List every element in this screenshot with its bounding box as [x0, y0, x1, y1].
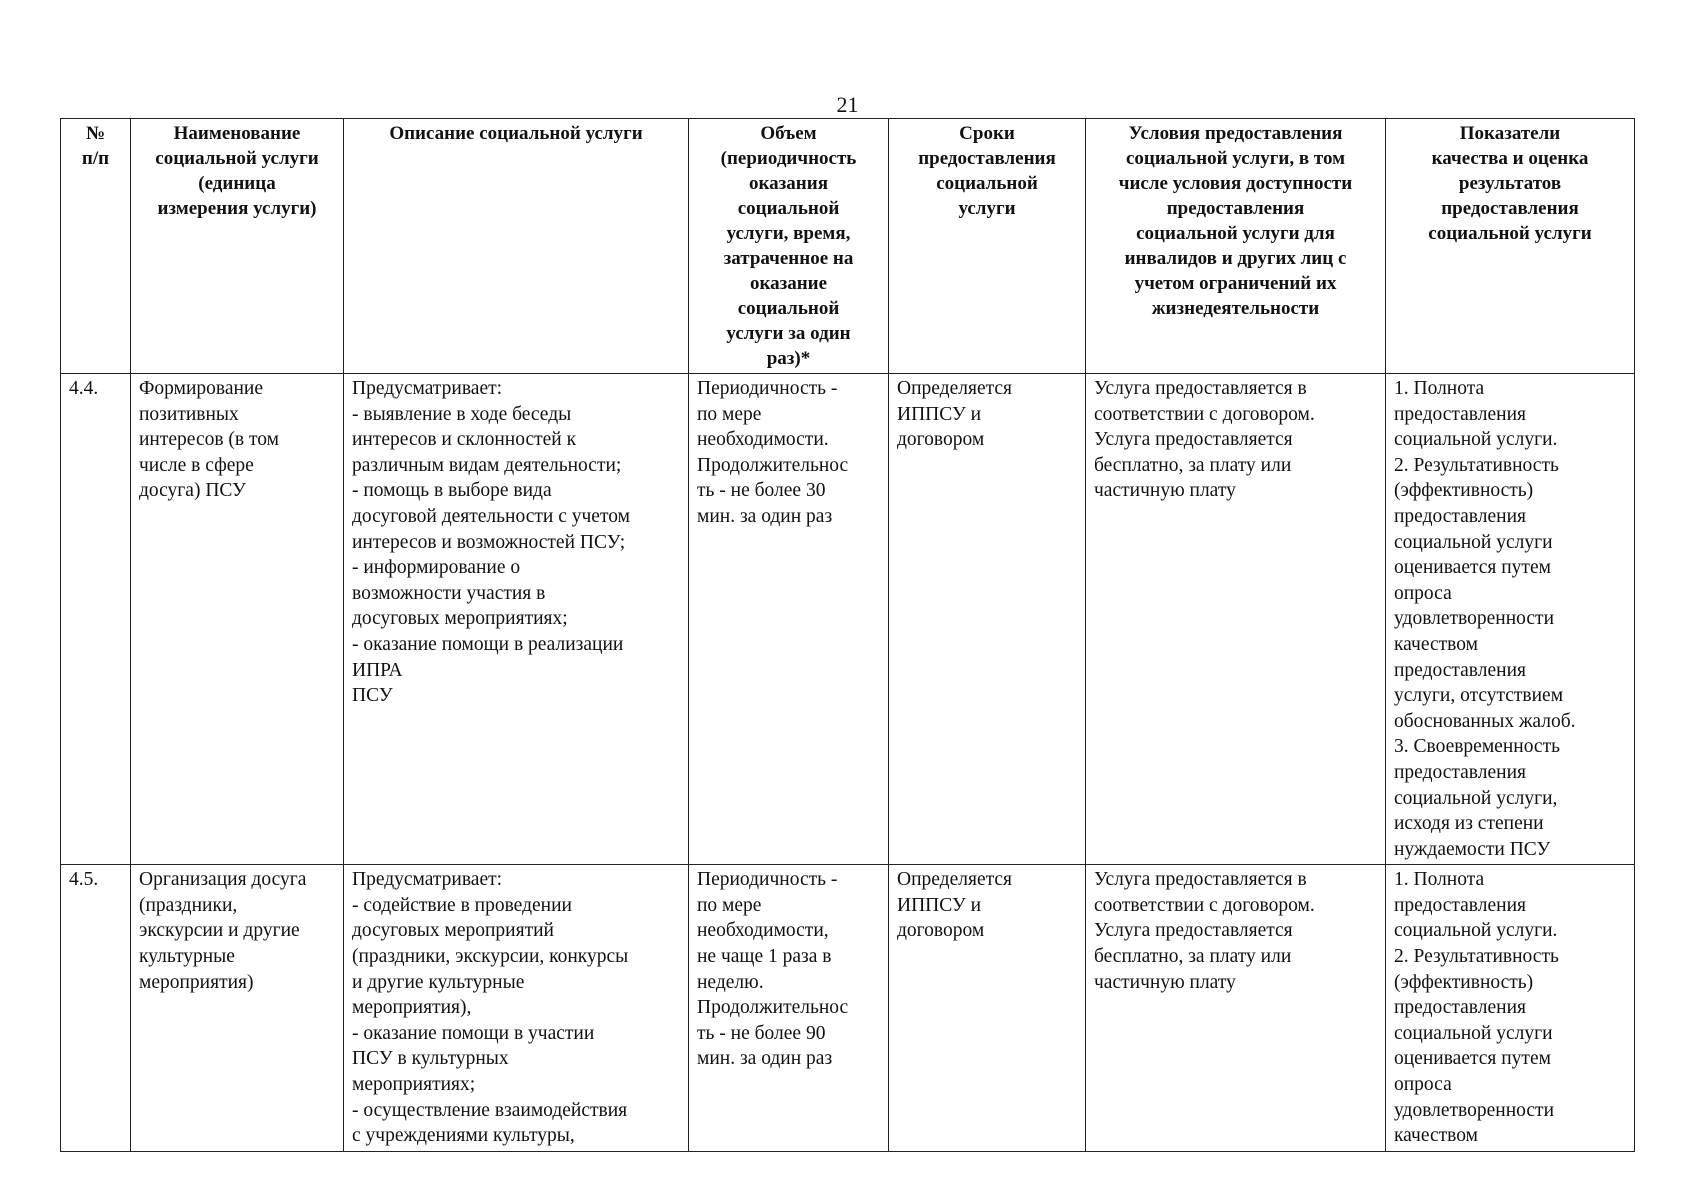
cell-line: затраченное на: [723, 248, 854, 269]
cell-line: различным видам деятельности;: [352, 454, 622, 476]
cell-line: мероприятия): [139, 971, 254, 993]
cell-line: неделю.: [697, 971, 764, 993]
cell-line: числе условия доступности: [1118, 173, 1353, 194]
table-row: [61, 865, 1635, 1152]
cell-line: частичную плату: [1094, 971, 1236, 993]
cell-line: - помощь в выборе вида: [352, 480, 552, 502]
cell-line: качеством: [1394, 1125, 1478, 1147]
cell-line: ть - не более 30: [697, 480, 826, 502]
cell-line: (праздники,: [139, 894, 238, 916]
conditions-cell: [1086, 865, 1386, 1152]
cell-line: предоставления: [1441, 198, 1579, 219]
cell-line: (праздники, экскурсии, конкурсы: [352, 946, 629, 968]
cell-line: культурные: [139, 946, 235, 968]
indicators-cell: [1386, 865, 1635, 1152]
page-number: 21: [836, 92, 859, 117]
cell-line: мероприятия),: [352, 997, 472, 1019]
cell-line: Описание социальной услуги: [389, 123, 643, 144]
cell-line: интересов и склонностей к: [352, 429, 577, 451]
cell-line: и другие культурные: [352, 971, 525, 993]
cell-line: ИППСУ и: [897, 894, 982, 916]
cell-line: числе в сфере: [139, 454, 254, 476]
cell-line: Определяется: [897, 869, 1012, 891]
cell-line: договором: [897, 920, 985, 942]
cell-line: (эффективность): [1394, 971, 1534, 993]
cell-line: опроса: [1394, 582, 1452, 604]
cell-line: мероприятиях;: [352, 1074, 476, 1096]
cell-line: - оказание помощи в реализации: [352, 633, 624, 655]
cell-line: услуги за один: [726, 323, 851, 344]
cell-line: предоставления: [918, 148, 1056, 169]
cell-line: Предусматривает:: [352, 869, 503, 891]
cell-line: интересов (в том: [139, 429, 279, 451]
cell-line: (эффективность): [1394, 480, 1534, 502]
cell-line: Сроки: [959, 123, 1015, 144]
description-cell: [344, 865, 689, 1152]
terms-cell: [889, 865, 1086, 1152]
cell-line: удовлетворенности: [1394, 1099, 1554, 1121]
cell-line: соответствии с договором.: [1094, 894, 1315, 916]
cell-line: удовлетворенности: [1394, 608, 1554, 630]
cell-line: обоснованных жалоб.: [1394, 710, 1576, 732]
conditions-cell: [1086, 374, 1386, 865]
cell-line: оценивается путем: [1394, 1048, 1551, 1070]
cell-line: соответствии с договором.: [1094, 403, 1315, 425]
cell-line: досуга) ПСУ: [139, 480, 246, 502]
header-indicators: [1386, 119, 1635, 374]
cell-line: Организация досуга: [139, 869, 307, 891]
cell-line: Периодичность -: [697, 869, 838, 891]
cell-line: социальной услуги: [1394, 1022, 1553, 1044]
cell-line: нуждаемости ПСУ: [1394, 838, 1551, 860]
cell-line: 2. Результативность: [1394, 946, 1559, 968]
cell-line: Услуга предоставляется: [1094, 920, 1293, 942]
cell-line: по мере: [697, 894, 762, 916]
cell-line: Определяется: [897, 378, 1012, 399]
cell-line: социальной услуги,: [1394, 787, 1558, 809]
cell-line: интересов и возможностей ПСУ;: [352, 531, 626, 553]
row-number: 4.5.: [61, 865, 131, 1152]
cell-line: ПСУ в культурных: [352, 1048, 509, 1070]
cell-line: (единица: [198, 173, 276, 194]
cell-line: Формирование: [139, 378, 264, 399]
cell-line: досуговых мероприятий: [352, 920, 554, 942]
cell-line: Объем: [760, 123, 817, 144]
cell-line: 2. Результативность: [1394, 454, 1559, 476]
cell-line: предоставления: [1394, 997, 1526, 1019]
social-services-table: [60, 118, 1635, 1152]
cell-line: по мере: [697, 403, 762, 425]
cell-line: не чаще 1 раза в: [697, 946, 832, 968]
cell-line: бесплатно, за плату или: [1094, 454, 1292, 476]
cell-line: - оказание помощи в участии: [352, 1022, 595, 1044]
cell-line: возможности участия в: [352, 582, 546, 604]
cell-line: исходя из степени: [1394, 813, 1544, 835]
service-name-cell: [131, 865, 344, 1152]
cell-line: предоставления: [1394, 403, 1526, 425]
cell-line: ИППСУ и: [897, 403, 982, 425]
cell-line: 1. Полнота: [1394, 378, 1485, 399]
volume-cell: [689, 374, 889, 865]
cell-line: ть - не более 90: [697, 1022, 826, 1044]
cell-line: экскурсии и другие: [139, 920, 300, 942]
cell-line: результатов: [1458, 173, 1562, 194]
cell-line: качеством: [1394, 633, 1478, 655]
cell-line: социальной: [936, 173, 1038, 194]
cell-line: учетом ограничений их: [1134, 273, 1337, 294]
cell-line: предоставления: [1394, 659, 1526, 681]
cell-line: раз)*: [766, 348, 811, 369]
description-cell: [344, 374, 689, 865]
cell-line: социальной услуги.: [1394, 920, 1558, 942]
cell-line: Продолжительнос: [697, 997, 849, 1019]
cell-line: - выявление в ходе беседы: [352, 403, 572, 425]
cell-line: социальной услуги, в том: [1125, 148, 1346, 169]
cell-line: необходимости,: [697, 920, 829, 942]
cell-line: услуги, время,: [726, 223, 851, 244]
indicators-cell: [1386, 374, 1635, 865]
cell-line: оказания: [749, 173, 828, 194]
row-number: 4.4.: [61, 374, 131, 865]
header-description: [344, 119, 689, 374]
cell-line: опроса: [1394, 1074, 1452, 1096]
cell-line: договором: [897, 429, 985, 451]
cell-line: качества и оценка: [1431, 148, 1589, 169]
cell-line: услуги: [958, 198, 1016, 219]
cell-line: Услуга предоставляется в: [1094, 378, 1307, 399]
cell-line: Услуга предоставляется в: [1094, 869, 1307, 891]
cell-line: социальной: [737, 198, 840, 219]
cell-line: с учреждениями культуры,: [352, 1125, 575, 1147]
table-header-row: [61, 119, 1635, 374]
cell-line: предоставления: [1394, 761, 1526, 783]
cell-line: ПСУ: [352, 685, 393, 707]
cell-line: социальной услуги: [1394, 531, 1553, 553]
header-conditions: [1086, 119, 1386, 374]
cell-line: услуги, отсутствием: [1394, 685, 1564, 707]
cell-line: - осуществление взаимодействия: [352, 1099, 628, 1121]
cell-line: досуговой деятельности с учетом: [352, 505, 630, 527]
cell-line: Наименование: [173, 123, 301, 144]
cell-line: социальной: [737, 298, 840, 319]
cell-line: Продолжительнос: [697, 454, 849, 476]
volume-cell: [689, 865, 889, 1152]
cell-line: ИПРА: [352, 659, 403, 681]
cell-line: бесплатно, за плату или: [1094, 946, 1292, 968]
cell-line: мин. за один раз: [697, 1048, 833, 1070]
cell-line: Периодичность -: [697, 378, 838, 399]
cell-line: позитивных: [139, 403, 239, 425]
cell-line: 3. Своевременность: [1394, 736, 1561, 758]
cell-line: социальной услуги для: [1136, 223, 1335, 244]
cell-line: досуговых мероприятиях;: [352, 608, 568, 630]
cell-line: социальной услуги.: [1394, 429, 1558, 451]
cell-line: инвалидов и других лиц с: [1124, 248, 1347, 269]
header-volume: [689, 119, 889, 374]
cell-line: измерения услуги): [157, 198, 317, 219]
header-service-name: [131, 119, 344, 374]
cell-line: социальной услуги: [1428, 223, 1592, 244]
cell-line: (периодичность: [720, 148, 857, 169]
cell-line: предоставления: [1394, 505, 1526, 527]
cell-line: 1. Полнота: [1394, 869, 1485, 891]
table-row: [61, 374, 1635, 865]
cell-line: №: [85, 123, 106, 144]
cell-line: социальной услуги: [155, 148, 319, 169]
cell-line: Условия предоставления: [1128, 123, 1343, 144]
cell-line: оказание: [749, 273, 828, 294]
cell-line: необходимости.: [697, 429, 829, 451]
cell-line: Услуга предоставляется: [1094, 429, 1293, 451]
terms-cell: [889, 374, 1086, 865]
cell-line: Показатели: [1459, 123, 1561, 144]
header-terms: [889, 119, 1086, 374]
cell-line: предоставления: [1166, 198, 1305, 219]
cell-line: - содействие в проведении: [352, 894, 572, 916]
cell-line: Предусматривает:: [352, 378, 503, 399]
cell-line: - информирование о: [352, 557, 521, 579]
service-name-cell: [131, 374, 344, 865]
cell-line: жизнедеятельности: [1151, 298, 1320, 319]
cell-line: частичную плату: [1094, 480, 1236, 502]
cell-line: предоставления: [1394, 894, 1526, 916]
cell-line: мин. за один раз: [697, 505, 833, 527]
cell-line: оценивается путем: [1394, 557, 1551, 579]
header-num: [61, 119, 131, 374]
cell-line: п/п: [81, 148, 110, 169]
